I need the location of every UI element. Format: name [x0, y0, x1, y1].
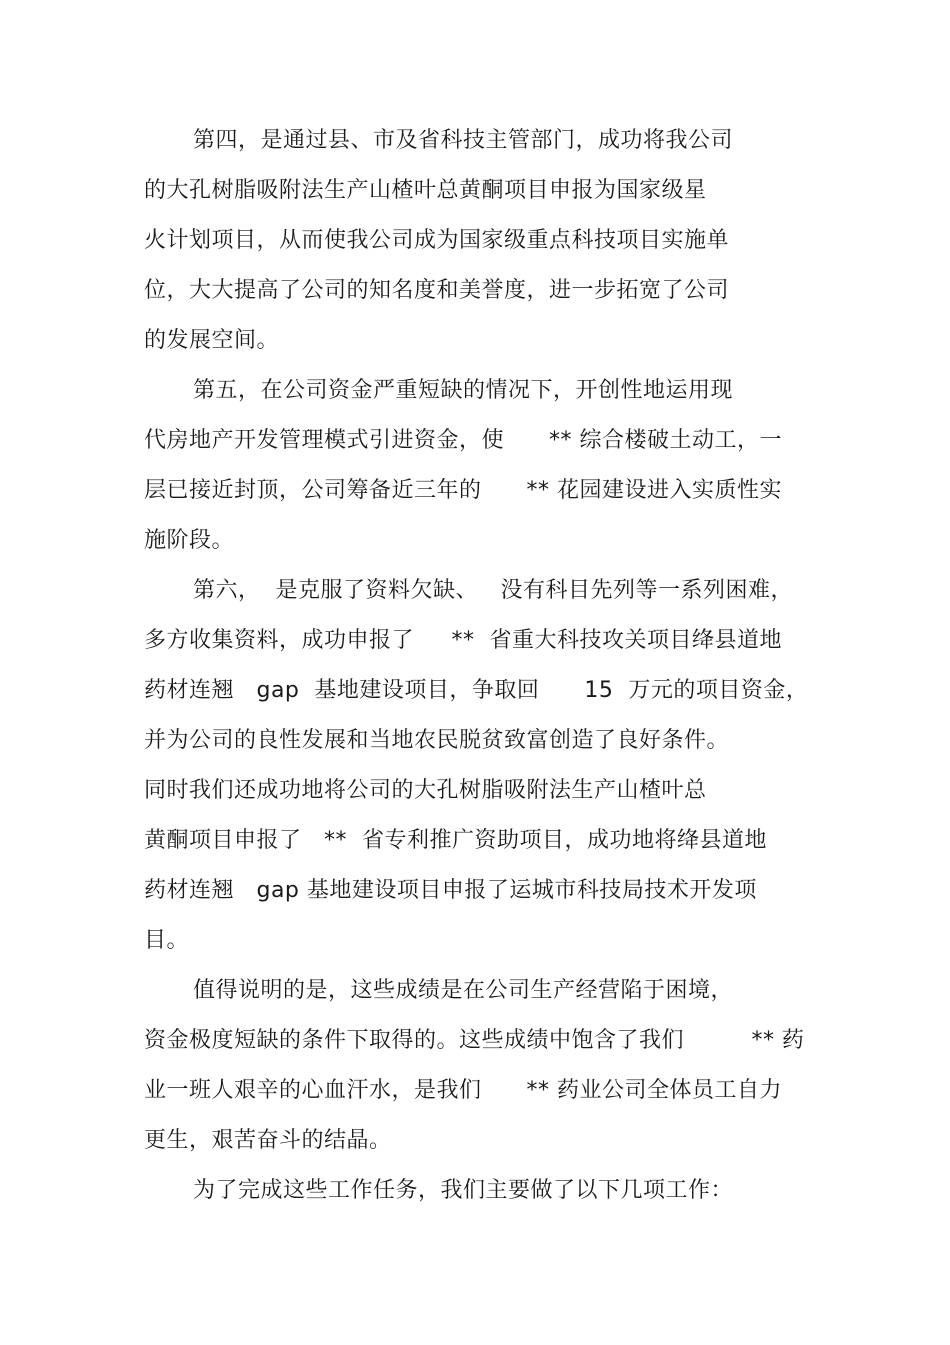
paragraph-6-line-7: 药材连翘 gap 基地建设项目申报了运城市科技局技术开发项 — [144, 878, 757, 903]
paragraph-4-line-5: 的发展空间。 — [144, 328, 280, 353]
paragraph-5-line-2: 代房地产开发管理模式引进资金，使 ** 综合楼破土动工，一 — [144, 428, 782, 453]
paragraph-6-line-1: 第六， 是克服了资料欠缺、 没有科目先列等一系列困难， — [193, 578, 793, 603]
paragraph-4-line-3: 火计划项目，从而使我公司成为国家级重点科技项目实施单 — [144, 228, 730, 253]
paragraph-5-line-4: 施阶段。 — [144, 528, 235, 553]
paragraph-6-line-4: 并为公司的良性发展和当地农民脱贫致富创造了良好条件。 — [144, 728, 730, 753]
paragraph-7-line-2: 资金极度短缺的条件下取得的。这些成绩中饱含了我们 ** 药 — [144, 1028, 805, 1053]
paragraph-6-line-5: 同时我们还成功地将公司的大孔树脂吸附法生产山楂叶总 — [144, 778, 707, 803]
paragraph-6-line-8: 目。 — [144, 928, 190, 953]
paragraph-4-line-4: 位，大大提高了公司的知名度和美誉度，进一步拓宽了公司 — [144, 278, 730, 303]
paragraph-7-line-1: 值得说明的是，这些成绩是在公司生产经营陷于困境， — [193, 978, 734, 1003]
paragraph-6-line-2: 多方收集资料，成功申报了 ** 省重大科技攻关项目绛县道地 — [144, 628, 782, 653]
paragraph-4-line-1: 第四，是通过县、市及省科技主管部门，成功将我公司 — [193, 128, 734, 153]
paragraph-6-line-3: 药材连翘 gap 基地建设项目，争取回 15 万元的项目资金， — [144, 678, 809, 703]
paragraph-6-line-6: 黄酮项目申报了 ** 省专利推广资助项目，成功地将绛县道地 — [144, 828, 767, 853]
paragraph-8-line-1: 为了完成这些工作任务，我们主要做了以下几项工作： — [193, 1178, 734, 1203]
paragraph-7-line-4: 更生，艰苦奋斗的结晶。 — [144, 1128, 392, 1153]
paragraph-5-line-1: 第五，在公司资金严重短缺的情况下，开创性地运用现 — [193, 378, 734, 403]
paragraph-7-line-3: 业一班人艰辛的心血汗水，是我们 ** 药业公司全体员工自力 — [144, 1078, 782, 1103]
paragraph-4-line-2: 的大孔树脂吸附法生产山楂叶总黄酮项目申报为国家级星 — [144, 178, 707, 203]
paragraph-5-line-3: 层已接近封顶，公司筹备近三年的 ** 花园建设进入实质性实 — [144, 478, 782, 503]
